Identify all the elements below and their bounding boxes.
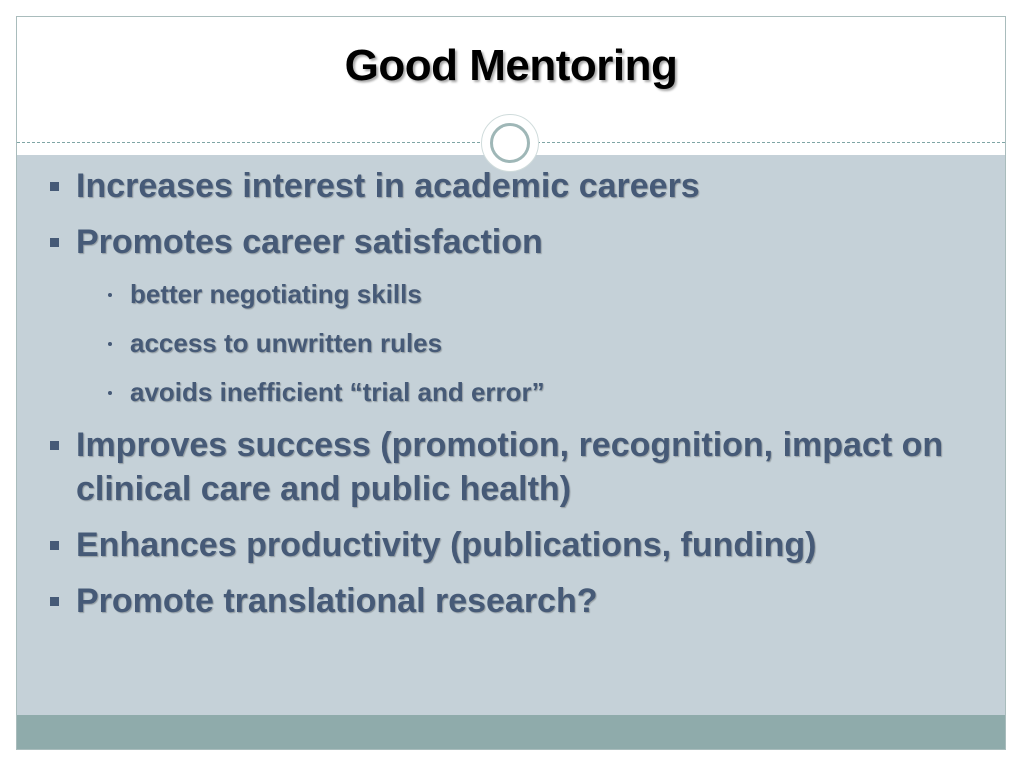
- slide-title: Good Mentoring: [344, 41, 678, 90]
- sub-bullet-text: access to unwritten rules: [130, 328, 443, 358]
- square-bullet-icon: [50, 597, 59, 606]
- bullet-item: [46, 579, 966, 623]
- square-bullet-icon: [50, 541, 59, 550]
- bullet-text: Enhances productivity (publications, funding): [76, 526, 817, 564]
- sub-bullet-item: [46, 276, 966, 312]
- dot-bullet-icon: [108, 342, 112, 346]
- sub-bullet-text: avoids inefficient “trial and error”: [130, 377, 545, 407]
- bullet-text: Increases interest in academic careers: [76, 167, 700, 205]
- bullet-item: [46, 423, 966, 511]
- bottom-band: [17, 715, 1005, 749]
- bullet-text: Improves success (promotion, recognition, impact on clinical care and public health): [76, 426, 944, 508]
- square-bullet-icon: [50, 238, 59, 247]
- bullet-text: Promotes career satisfaction: [76, 223, 543, 261]
- square-bullet-icon: [50, 441, 59, 450]
- dot-bullet-icon: [108, 293, 112, 297]
- bullet-item: [46, 164, 966, 208]
- bullet-item: [46, 220, 966, 264]
- bullet-text: Promote translational research?: [76, 582, 598, 620]
- bullet-list: [46, 164, 966, 635]
- square-bullet-icon: [50, 182, 59, 191]
- sub-bullet-item: [46, 325, 966, 361]
- bullet-item: [46, 523, 966, 567]
- dot-bullet-icon: [108, 391, 112, 395]
- sub-bullet-text: better negotiating skills: [130, 279, 422, 309]
- circle-ornament-inner: [490, 123, 530, 163]
- sub-bullet-item: [46, 374, 966, 410]
